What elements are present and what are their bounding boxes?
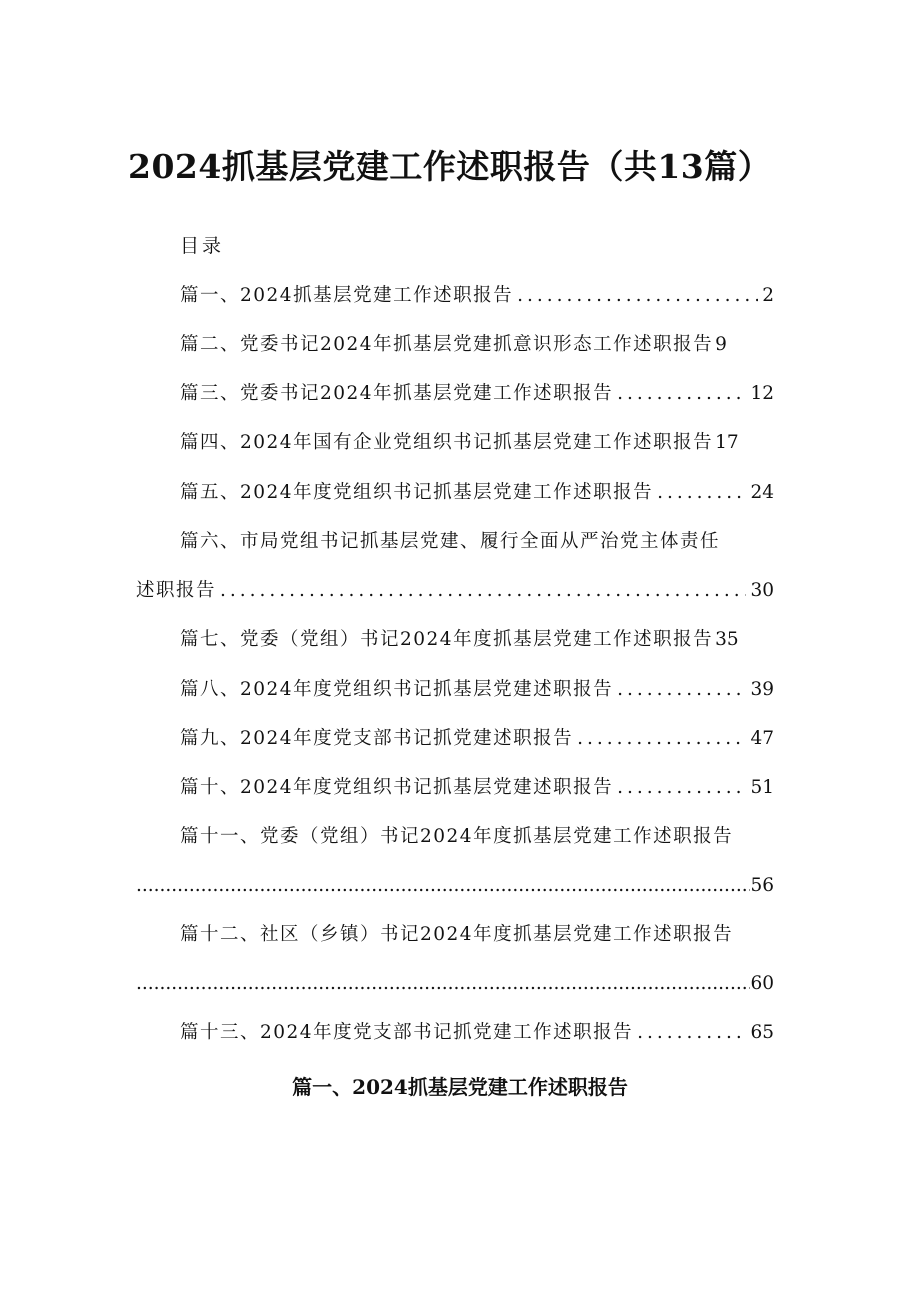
toc-entry-10[interactable] <box>136 773 774 803</box>
toc-entry-page: 35 <box>715 629 739 650</box>
toc-leader <box>617 773 746 803</box>
toc-entry-6-line1[interactable] <box>136 527 774 557</box>
toc-entry-title: 篇五、2024年度党组织书记抓基层党建工作述职报告 <box>180 482 654 503</box>
toc-entry-page: 24 <box>750 482 774 503</box>
toc-entry-6-line2[interactable] <box>136 576 774 606</box>
toc-entry-8[interactable] <box>136 675 774 705</box>
toc-entry-13[interactable] <box>136 1018 774 1048</box>
toc-leader <box>617 675 746 705</box>
toc-leader <box>517 281 758 311</box>
page-title: 2024抓基层党建工作述职报告（共13篇） <box>128 147 772 186</box>
toc-entry-title: 篇十、2024年度党组织书记抓基层党建述职报告 <box>180 777 614 798</box>
toc-entry-7[interactable] <box>136 625 774 655</box>
toc-entry-title: 篇四、2024年国有企业党组织书记抓基层党建工作述职报告 <box>180 432 714 453</box>
toc-leader <box>617 379 746 409</box>
toc-entry-12-line1[interactable] <box>136 920 774 950</box>
toc-entry-title: 篇十三、2024年度党支部书记抓党建工作述职报告 <box>180 1022 634 1043</box>
toc-entry-page: 56 <box>750 875 774 896</box>
toc-entry-page: 51 <box>750 777 774 798</box>
section-heading: 篇一、2024抓基层党建工作述职报告 <box>292 1075 628 1099</box>
toc-entry-title: 篇二、党委书记2024年抓基层党建抓意识形态工作述职报告 <box>180 334 714 355</box>
toc-entry-5[interactable] <box>136 478 774 508</box>
toc-entry-title: 篇八、2024年度党组织书记抓基层党建述职报告 <box>180 679 614 700</box>
toc-leader <box>220 576 746 606</box>
toc-entry-4[interactable] <box>136 428 774 458</box>
toc-entry-page: 65 <box>750 1022 774 1043</box>
toc-entry-page: 30 <box>750 580 774 601</box>
toc-entry-page: 12 <box>750 383 774 404</box>
toc-entry-title: 篇十一、党委（党组）书记2024年度抓基层党建工作述职报告 <box>180 826 734 847</box>
toc-leader <box>136 969 750 999</box>
toc-entry-title: 篇六、市局党组书记抓基层党建、履行全面从严治党主体责任 <box>180 531 721 552</box>
toc-leader <box>577 724 746 754</box>
toc-leader <box>657 478 746 508</box>
toc-entry-11-line1[interactable] <box>136 822 774 852</box>
toc-entry-11-line2[interactable] <box>136 871 774 901</box>
toc-entry-page: 17 <box>715 432 739 453</box>
toc-entry-3[interactable] <box>136 379 774 409</box>
toc-entry-page: 60 <box>750 973 774 994</box>
toc-heading: 目录 <box>180 235 225 257</box>
toc-entry-1[interactable] <box>136 281 774 311</box>
toc-entry-page: 9 <box>715 334 727 355</box>
toc-leader <box>637 1018 746 1048</box>
toc-entry-title: 篇十二、社区（乡镇）书记2024年度抓基层党建工作述职报告 <box>180 924 734 945</box>
toc-entry-title: 篇三、党委书记2024年抓基层党建工作述职报告 <box>180 383 614 404</box>
toc-entry-page: 2 <box>762 285 774 306</box>
toc-entry-title: 篇九、2024年度党支部书记抓党建述职报告 <box>180 728 574 749</box>
toc-entry-page: 39 <box>750 679 774 700</box>
toc-entry-9[interactable] <box>136 724 774 754</box>
toc-entry-2[interactable] <box>136 330 774 360</box>
toc-leader <box>136 871 750 901</box>
toc-entry-page: 47 <box>750 728 774 749</box>
toc-entry-title: 篇七、党委（党组）书记2024年度抓基层党建工作述职报告 <box>180 629 714 650</box>
toc-entry-title-continued: 述职报告 <box>136 580 217 601</box>
toc-entry-12-line2[interactable] <box>136 969 774 999</box>
toc-entry-title: 篇一、2024抓基层党建工作述职报告 <box>180 285 514 306</box>
